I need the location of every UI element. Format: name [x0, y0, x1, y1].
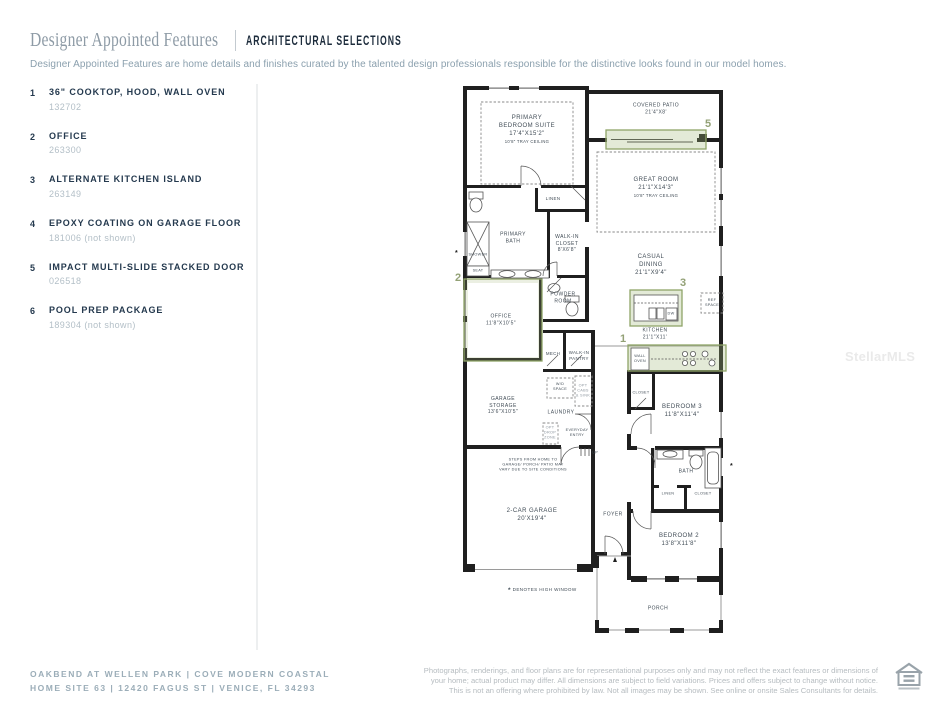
label-everyday-entry: EVERYDAY ENTRY [565, 428, 589, 437]
label-linen-1: LINEN [545, 196, 561, 202]
label-porch: PORCH [647, 605, 669, 612]
label-garage: 2-CAR GARAGE 20'X19'4" [506, 508, 558, 522]
feature-title: POOL PREP PACKAGE [49, 305, 164, 316]
label-walk-in-closet: WALK-IN CLOSET 8'X6'8" [555, 234, 579, 254]
feature-item [30, 262, 250, 287]
feature-title: EPOXY COATING ON GARAGE FLOOR [49, 218, 242, 229]
floor-plan-svg [455, 82, 737, 642]
label-laundry: LAUNDRY [547, 409, 575, 416]
watermark: StellarMLS [845, 349, 916, 364]
feature-code: 263300 [49, 145, 82, 156]
label-bedroom-3: BEDROOM 3 11'8"X11'4" [661, 404, 703, 418]
asterisk-glyph: * [508, 587, 511, 594]
label-up: UP [592, 450, 598, 455]
high-window-note: * DENOTES HIGH WINDOW [508, 587, 577, 594]
label-opt-drop-zone: OPT DROP ZONE [543, 425, 557, 440]
feature-item [30, 218, 250, 243]
community-info [30, 668, 330, 695]
label-covered-patio: COVERED PATIO 21'4"X8' [632, 102, 680, 115]
feature-item [30, 87, 250, 112]
feature-number: 2 [30, 131, 36, 142]
label-primary-suite: PRIMARY BEDROOM SUITE 17'4"X15'2" 10'8" TRAY CEILING [498, 115, 556, 145]
high-window-asterisk: * [730, 463, 733, 470]
label-wall-oven: WALL OVEN [634, 354, 646, 363]
option-marker-5: 5 [704, 118, 712, 130]
label-closet-b3: CLOSET [632, 390, 650, 395]
feature-number: 4 [30, 219, 36, 230]
feature-title: ALTERNATE KITCHEN ISLAND [49, 174, 203, 185]
label-seat: SEAT [472, 268, 484, 273]
label-dishwasher: DW [667, 311, 675, 316]
label-foyer: FOYER [603, 511, 623, 518]
label-bath-2: BATH [678, 468, 694, 475]
equal-housing-logo [894, 662, 924, 692]
label-closet-b2: CLOSET [694, 491, 712, 496]
label-walk-in-pantry: WALK-IN PANTRY [568, 350, 590, 361]
label-linen-2: LINEN [661, 491, 675, 496]
option-marker-1: 1 [619, 333, 627, 345]
label-opt-cabs-sink: OPT CABS & SINK [575, 383, 591, 398]
island-detail [634, 295, 678, 321]
label-casual-dining: CASUAL DINING 21'1"X9'4" [635, 254, 667, 276]
label-garage-storage: GARAGE STORAGE 13'6"X10'5" [487, 396, 519, 416]
feature-title: IMPACT MULTI-SLIDE STACKED DOOR [49, 261, 245, 272]
legal-disclaimer: Photographs, renderings, and floor plans are for representational purposes only and may not reflect the exact features or dimensions of your home; actual product may differ. All dimensions are subject to field variations. Prices and offers subject to change without notice. This is not an offering where prohibited by law. Not all images may be shown. See online or onsite Sales Consultants for details. [423, 666, 878, 695]
label-ref-space: REF SPACE [704, 298, 720, 307]
feature-title: 36" COOKTOP, HOOD, WALL OVEN [49, 87, 226, 97]
community-line-2: HOME SITE 63 | 12420 FAGUS ST | VENICE, FL 34293 [30, 682, 316, 693]
feature-number: 5 [30, 262, 36, 273]
feature-code: 026518 [49, 276, 82, 287]
header-description: Designer Appointed Features are home details and finishes curated by the talented design professionals responsible for the distinctive looks found in our model homes. [30, 59, 787, 70]
high-window-asterisk: * [455, 250, 458, 257]
community-line-1: OAKBEND AT WELLEN PARK | COVE MODERN COASTAL [30, 669, 330, 679]
option-marker-2: 2 [454, 272, 462, 284]
feature-code: 132702 [49, 101, 82, 112]
vertical-divider [256, 84, 258, 650]
feature-code: 189304 (not shown) [49, 320, 136, 331]
feature-number: 1 [30, 88, 36, 98]
title-divider [235, 30, 236, 51]
feature-item [30, 174, 250, 199]
header [30, 26, 786, 70]
label-powder-room: POWDER ROOM [550, 291, 576, 304]
feature-item [30, 131, 250, 156]
label-wd-space: W/D SPACE [552, 382, 568, 391]
label-mech: MECH [545, 351, 561, 357]
porch-posts [595, 556, 723, 633]
label-shower: SHOWER [468, 252, 488, 257]
entry-arrow [613, 557, 617, 562]
page-title: Designer Appointed Features [30, 28, 219, 51]
feature-number: 3 [30, 175, 36, 186]
option-marker-3: 3 [679, 277, 687, 289]
feature-list [30, 87, 250, 349]
label-steps-note: STEPS FROM HOME TO GARAGE/ PORCH/ PATIO MAY VARY DUE TO SITE CONDITIONS [499, 457, 567, 472]
label-great-room: GREAT ROOM 21'1"X14'3" 10'8" TRAY CEILING [633, 177, 679, 199]
label-kitchen: KITCHEN 21'1"X11' [642, 327, 668, 340]
feature-item [30, 305, 250, 330]
feature-number: 6 [30, 306, 36, 317]
page-subtitle-caps: ARCHITECTURAL SELECTIONS [246, 32, 403, 48]
feature-code: 263149 [49, 189, 82, 200]
label-office: OFFICE 11'8"X10'5" [485, 313, 517, 326]
feature-code: 181006 (not shown) [49, 232, 136, 243]
label-primary-bath: PRIMARY BATH [500, 231, 526, 244]
floor-plan [455, 82, 737, 642]
feature-title: OFFICE [49, 130, 88, 141]
label-bedroom-2: BEDROOM 2 13'8"X11'8" [658, 533, 700, 547]
